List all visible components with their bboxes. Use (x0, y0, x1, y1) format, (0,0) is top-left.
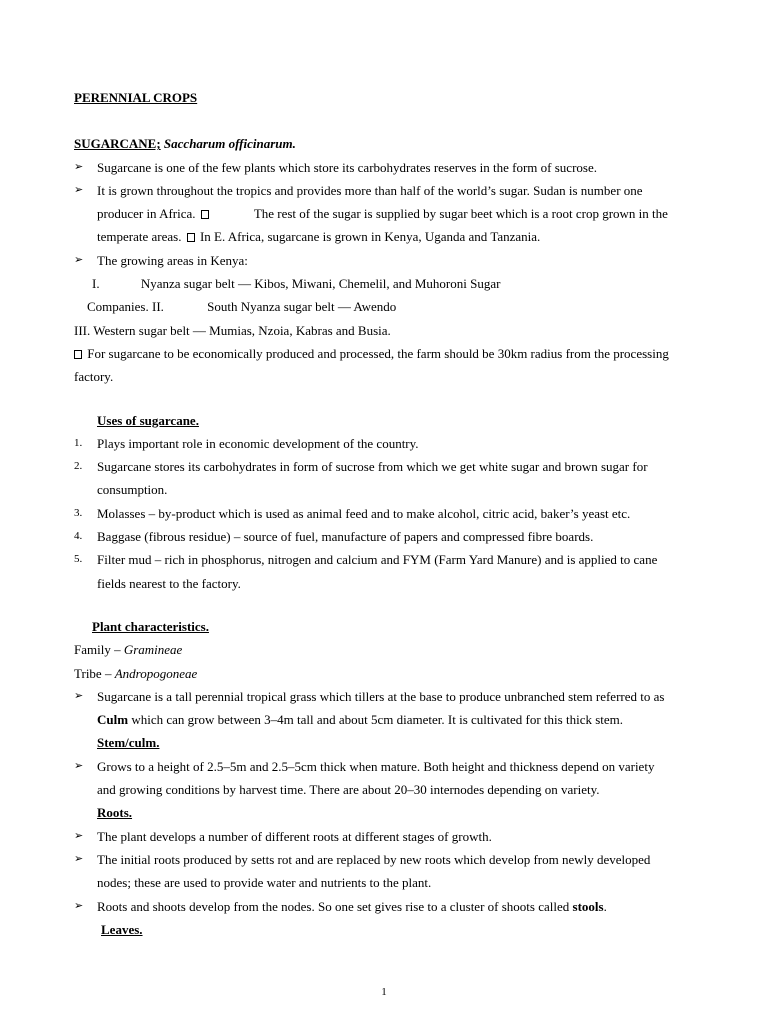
growing-area-1: I. Nyanza sugar belt — Kibos, Miwani, Chemelil, and Muhoroni Sugar (92, 276, 501, 292)
stem-heading: Stem/culm. (97, 735, 160, 751)
uses-item-number: 5. (74, 553, 83, 566)
page-number: 1 (381, 986, 387, 998)
uses-item: 4. Baggase (fibrous residue) – source of fuel, manufacture of papers and compressed fibre boards. (74, 525, 734, 548)
uses-item: 1. Plays important role in economic development of the country. (74, 432, 734, 455)
bullet-item: ➢ Sugarcane is one of the few plants which store its carbohydrates reserves in the form of sucrose. (74, 156, 734, 179)
plant-characteristics-heading: Plant characteristics. (92, 618, 209, 634)
bullet-arrow-icon: ➢ (74, 183, 84, 196)
sugarcane-heading: SUGARCANE; (74, 136, 161, 152)
bullet-item: ➢ Sugarcane is a tall perennial tropical grass which tillers at the base to produce unbranched stem referred to as Culm which can grow between 3–4m tall and about 5cm diameter. It is cultivated for this thick stem. (74, 685, 734, 732)
missing-glyph-icon (74, 350, 82, 359)
radius-note: For sugarcane to be economically produced and processed, the farm should be 30km radius from the processing (74, 342, 734, 365)
bullet-item: ➢ The plant develops a number of different roots at different stages of growth. (74, 825, 734, 848)
uses-item-number: 3. (74, 506, 83, 519)
bullet-item: ➢ Roots and shoots develop from the nodes. So one set gives rise to a cluster of shoots called stools. (74, 895, 734, 918)
uses-item: 5. Filter mud – rich in phosphorus, nitrogen and calcium and FYM (Farm Yard Manure) and is applied to cane fields nearest to the factory. (74, 548, 734, 595)
bullet-item: ➢ The growing areas in Kenya: (74, 249, 734, 272)
family-line: Family – Gramineae (74, 642, 183, 658)
bullet-arrow-icon: ➢ (74, 829, 84, 842)
uses-list (74, 432, 734, 595)
uses-heading: Uses of sugarcane. (97, 412, 199, 428)
sugarcane-scientific-name: Saccharum officinarum. (163, 136, 296, 152)
uses-item: 3. Molasses – by-product which is used as animal feed and to make alcohol, citric acid, baker’s yeast etc. (74, 502, 734, 525)
document-page: PERENNIAL CROPS SUGARCANE; Saccharum officinarum. ➢ Sugarcane is one of the few plants which store its carbohydrates reserves in the form of sucrose. ➢ It is grown throughout the tropics and provides more than half of the world’s sugar. Sudan is number one producer in Africa. The rest of the sugar is supplied by sugar beet which is a root crop grown in the temperate areas. In E. Africa, sugarcane is grown in Kenya, Uganda and Tanzania. ➢ The growing areas in Kenya: I. Nyanza sugar belt — Kibos, Miwani, Chemelil, and Muhoroni Sugar Companies. II. South Nyanza sugar belt — Awendo III. Western sugar belt — Mumias, Nzoia, Kabras and Busia. For sugarcane to be economically produced and processed, the farm should be 30km radius from the processing factory. Uses of sugarcane. 1. Plays important role in economic development of the country. 2. Sugarcane stores its carbohydrates in form of sucrose from which we get white sugar and brown sugar for consumption. 3. Molasses – by-product which is used as animal feed and to make alcohol, citric acid, baker’s yeast etc. 4. Baggase (fibrous residue) – source of fuel, manufacture of papers and compressed fibre boards. 5. Filter mud – rich in phosphorus, nitrogen and calcium and FYM (Farm Yard Manure) and is applied to cane fields nearest to the factory. Plant characteristics. Family – Gramineae Tribe – Andropogoneae ➢ Sugarcane is a tall perennial tropical grass which tillers at the base to produce unbranched stem referred to as Culm which can grow between 3–4m tall and about 5cm diameter. It is cultivated for this thick stem. Stem/culm. ➢ Grows to a height of 2.5–5m and 2.5–5cm thick when mature. Both height and thickness depend on variety and growing conditions by harvest time. There are about 20–30 internodes depending on variety. Roots. ➢ The plant develops a number of different roots at different stages of growth. ➢ The initial roots produced by setts rot and are replaced by new roots which develop from newly developed nodes; these are used to provide water and nutrients to the plant. ➢ Roots and shoots develop from the nodes. So one set gives rise to a cluster of shoots called stools. Leaves. (74, 86, 734, 941)
page-title: PERENNIAL CROPS (74, 90, 198, 105)
missing-glyph-icon (187, 233, 195, 242)
uses-item-number: 2. (74, 460, 83, 473)
sugarcane-heading-line (74, 132, 734, 155)
bullet-arrow-icon: ➢ (74, 899, 84, 912)
bullet-arrow-icon: ➢ (74, 253, 84, 266)
leaves-heading: Leaves. (101, 921, 143, 937)
uses-item: 2. Sugarcane stores its carbohydrates in form of sucrose from which we get white sugar and brown sugar for consumption. (74, 455, 734, 502)
missing-glyph-icon (201, 210, 209, 219)
roots-heading: Roots. (97, 805, 133, 821)
bullet-arrow-icon: ➢ (74, 689, 84, 702)
bullet-item: ➢ It is grown throughout the tropics and provides more than half of the world’s sugar. Sudan is number one producer in Africa. The rest of the sugar is supplied by sugar beet which is a root crop grown in the temperate areas. In E. Africa, sugarcane is grown in Kenya, Uganda and Tanzania. (74, 179, 734, 249)
bullet-item: ➢ Grows to a height of 2.5–5m and 2.5–5cm thick when mature. Both height and thickness depend on variety and growing conditions by harvest time. There are about 20–30 internodes depending on variety. (74, 755, 734, 802)
bullet-arrow-icon: ➢ (74, 160, 84, 173)
uses-item-number: 1. (74, 436, 83, 449)
tribe-line: Tribe – Andropogoneae (74, 665, 198, 681)
uses-item-number: 4. (74, 530, 83, 543)
bullet-arrow-icon: ➢ (74, 759, 84, 772)
growing-area-3: III. Western sugar belt — Mumias, Nzoia, Kabras and Busia. (74, 322, 391, 338)
bullet-arrow-icon: ➢ (74, 852, 84, 865)
growing-area-2: Companies. II. South Nyanza sugar belt — Awendo (87, 299, 397, 315)
bullet-item: ➢ The initial roots produced by setts rot and are replaced by new roots which develop from newly developed nodes; these are used to provide water and nutrients to the plant. (74, 848, 734, 895)
